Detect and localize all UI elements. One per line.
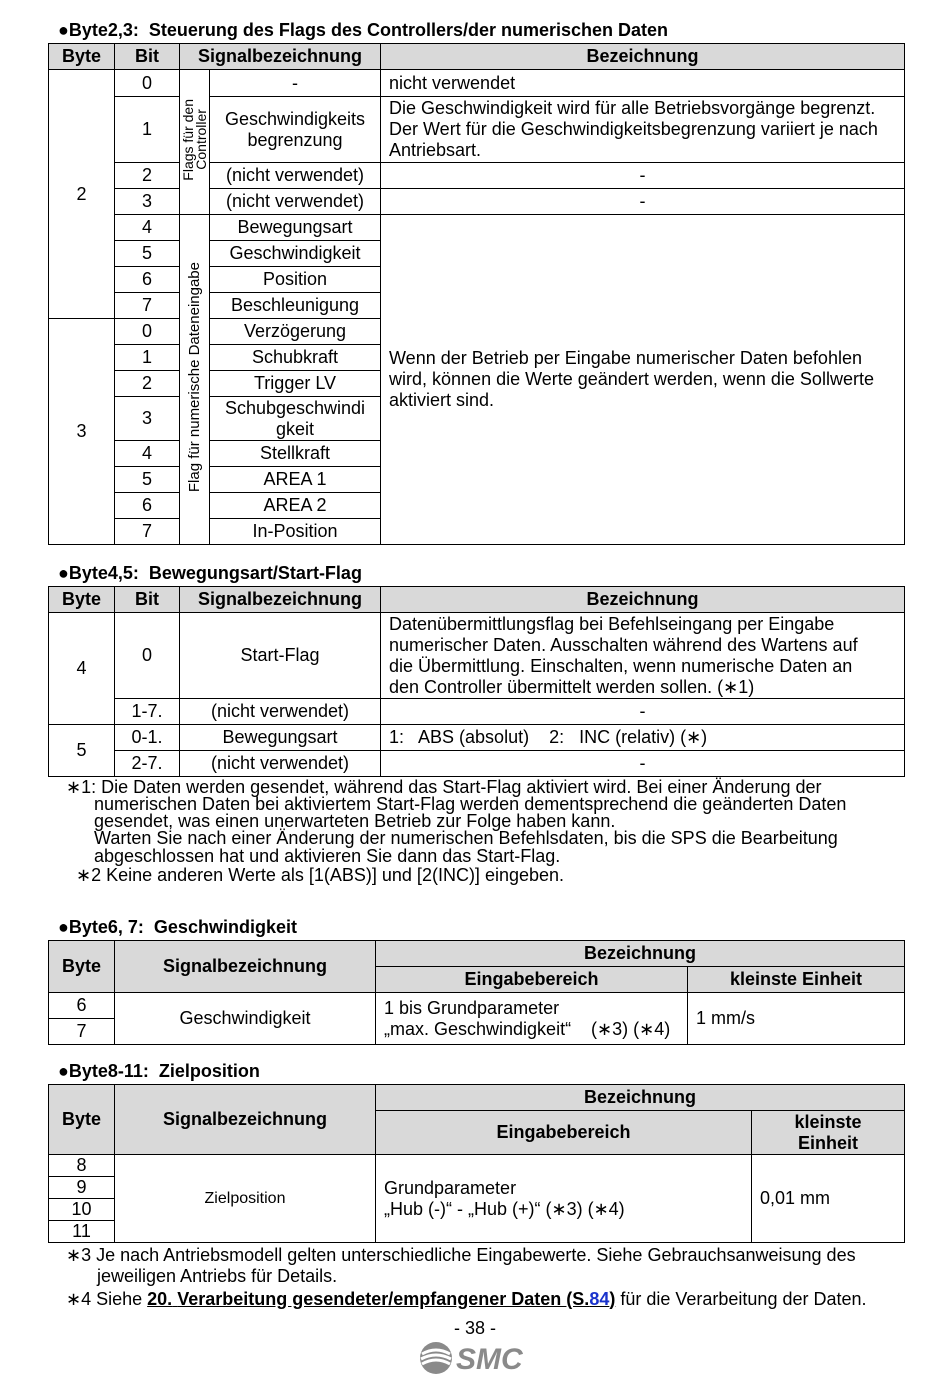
section-label: Byte8-11: [68,1061,149,1081]
byte-cell: 4 [49,613,115,725]
table-byte4-5 [48,586,905,777]
table-byte8-11 [48,1084,905,1243]
header-signal: Signalbezeichnung [115,1085,376,1155]
bit-cell: 7 [115,293,180,319]
desc-cell: Die Geschwindigkeit wird für alle Betriebsvorgänge begrenzt. Der Wert für die Geschwindigkeitsbegrenzung variiert je nach Antriebsart. [381,97,905,163]
note-2: ∗2 Keine anderen Werte als [1(ABS)] und [2(INC)] eingeben. [76,865,565,885]
bullet: ● [58,563,69,583]
header-signal: Signalbezeichnung [180,44,381,70]
section1-heading [58,19,668,41]
header-byte: Byte [49,1085,115,1155]
header-signal: Signalbezeichnung [115,941,376,993]
byte-cell: 6 [49,993,115,1019]
bit-cell: 0 [115,70,180,97]
signal-cell: Bewegungsart [210,215,381,241]
bullet: ● [58,20,69,40]
header-byte: Byte [49,44,115,70]
bullet: ● [58,1061,69,1081]
svg-text:SMC: SMC [456,1343,523,1376]
bit-cell: 0 [115,319,180,345]
note-1-line2: numerischen Daten bei aktiviertem Start-Flag werden dementsprechend die geänderten Daten [94,794,847,814]
signal-cell: Geschwindigkeit [115,993,376,1045]
section-label: Byte4,5: [68,563,139,583]
bit-cell: 5 [115,467,180,493]
header-signal: Signalbezeichnung [180,587,381,613]
signal-cell: Zielposition [115,1155,376,1243]
header-unit: kleinste Einheit [752,1111,905,1155]
bit-cell: 1 [115,97,180,163]
header-desc: Bezeichnung [381,587,905,613]
signal-cell: Start-Flag [180,613,381,699]
page-number: - 38 - [453,1318,496,1338]
signal-cell: (nicht verwendet) [210,163,381,189]
bit-cell: 7 [115,519,180,545]
desc-cell: - [381,163,905,189]
byte-cell: 8 [49,1155,115,1177]
table-byte6-7 [48,940,905,1045]
section-label: Byte2,3: [68,20,139,40]
byte-cell: 5 [49,725,115,777]
section-title: Zielposition [158,1061,260,1081]
note-1-line5: abgeschlossen hat und aktivieren Sie dann das Start-Flag. [94,846,561,866]
bullet: ● [58,917,69,937]
note-1-line1: ∗1: Die Daten werden gesendet, während das Start-Flag aktiviert wird. Bei einer Änderung der [66,777,822,797]
header-byte: Byte [49,587,115,613]
section-label: Byte6, 7: [68,917,144,937]
section-title: Bewegungsart/Start-Flag [148,563,362,583]
signal-cell: (nicht verwendet) [180,751,381,777]
range-cell: Grundparameter „Hub (-)“ - „Hub (+)“ (∗3) (∗4) [376,1155,752,1243]
note-4: ∗4 Siehe 20. Verarbeitung gesendeter/empfangener Daten (S.84) für die Verarbeitung der Daten. [66,1289,867,1309]
bit-cell: 6 [115,267,180,293]
smc-logo-icon [416,1340,532,1376]
signal-cell: Trigger LV [210,371,381,397]
header-unit: kleinste Einheit [688,967,905,993]
unit-cell: 1 mm/s [688,993,905,1045]
signal-cell: Schubkraft [210,345,381,371]
numeric-desc-cell: Wenn der Betrieb per Eingabe numerischer Daten befohlen wird, können die Werte geändert werden, wenn die Sollwerte aktiviert sind. [381,215,905,545]
byte-cell: 11 [49,1221,115,1243]
header-desc: Bezeichnung [376,1085,905,1111]
note-1-line4: Warten Sie nach einer Änderung der numerischen Befehlsdaten, bis die SPS die Bearbeitung [94,828,838,848]
bit-cell: 2 [115,371,180,397]
signal-cell: AREA 1 [210,467,381,493]
bit-cell: 4 [115,441,180,467]
signal-cell: Position [210,267,381,293]
range-cell: 1 bis Grundparameter „max. Geschwindigkeit“ (∗3) (∗4) [376,993,688,1045]
bit-cell: 6 [115,493,180,519]
desc-cell: nicht verwendet [381,70,905,97]
cross-reference-link[interactable]: 20. Verarbeitung gesendeter/empfangener Daten (S.84) [147,1289,616,1309]
signal-cell: Geschwindigkeits begrenzung [210,97,381,163]
section-title: Steuerung des Flags des Controllers/der numerischen Daten [148,20,669,40]
section3-heading [58,916,297,938]
group-numeric: Flag für numerische Dateneingabe [180,215,210,545]
header-range: Eingabebereich [376,1111,752,1155]
signal-cell: Verzögerung [210,319,381,345]
byte-cell: 2 [49,70,115,319]
signal-cell: In-Position [210,519,381,545]
signal-cell: Stellkraft [210,441,381,467]
byte-cell: 7 [49,1019,115,1045]
signal-cell: AREA 2 [210,493,381,519]
header-byte: Byte [49,941,115,993]
signal-cell: Beschleunigung [210,293,381,319]
signal-cell: Schubgeschwindi gkeit [210,397,381,441]
group-controller: Flags für den Controller [180,70,210,215]
section-title: Geschwindigkeit [153,917,297,937]
table-byte2-3 [48,43,905,545]
signal-cell: (nicht verwendet) [210,189,381,215]
byte-cell: 10 [49,1199,115,1221]
bit-cell: 1-7. [115,699,180,725]
desc-cell: - [381,699,905,725]
header-bit: Bit [115,587,180,613]
note-3-line1: ∗3 Je nach Antriebsmodell gelten unterschiedliche Eingabewerte. Siehe Gebrauchsanweisung des [66,1245,856,1265]
note-3-line2: jeweiligen Antriebs für Details. [97,1266,338,1286]
signal-cell: (nicht verwendet) [180,699,381,725]
byte-cell: 9 [49,1177,115,1199]
unit-cell: 0,01 mm [752,1155,905,1243]
signal-cell: Geschwindigkeit [210,241,381,267]
bit-cell: 0 [115,613,180,699]
header-desc: Bezeichnung [381,44,905,70]
bit-cell: 0-1. [115,725,180,751]
bit-cell: 2 [115,163,180,189]
desc-cell: - [381,751,905,777]
smc-logo [416,1340,532,1376]
desc-cell: - [381,189,905,215]
signal-cell: - [210,70,381,97]
bit-cell: 4 [115,215,180,241]
header-range: Eingabebereich [376,967,688,993]
byte-cell: 3 [49,319,115,545]
bit-cell: 1 [115,345,180,371]
signal-cell: Bewegungsart [180,725,381,751]
desc-cell: Datenübermittlungsflag bei Befehlseingang per Eingabe numerischer Daten. Ausschalten während des Wartens auf die Übermittlung. Einschalten, wenn numerische Daten an den Controller übermittelt werden sollen. (∗1) [381,613,905,699]
note-1-line3: gesendet, was einen unerwarteten Betrieb zur Folge haben kann. [94,811,616,831]
bit-cell: 2-7. [115,751,180,777]
bit-cell: 3 [115,397,180,441]
section2-heading [58,562,362,584]
bit-cell: 3 [115,189,180,215]
section4-heading [58,1060,260,1082]
header-desc: Bezeichnung [376,941,905,967]
bit-cell: 5 [115,241,180,267]
desc-cell: 1: ABS (absolut) 2: INC (relativ) (∗) [381,725,905,751]
header-bit: Bit [115,44,180,70]
